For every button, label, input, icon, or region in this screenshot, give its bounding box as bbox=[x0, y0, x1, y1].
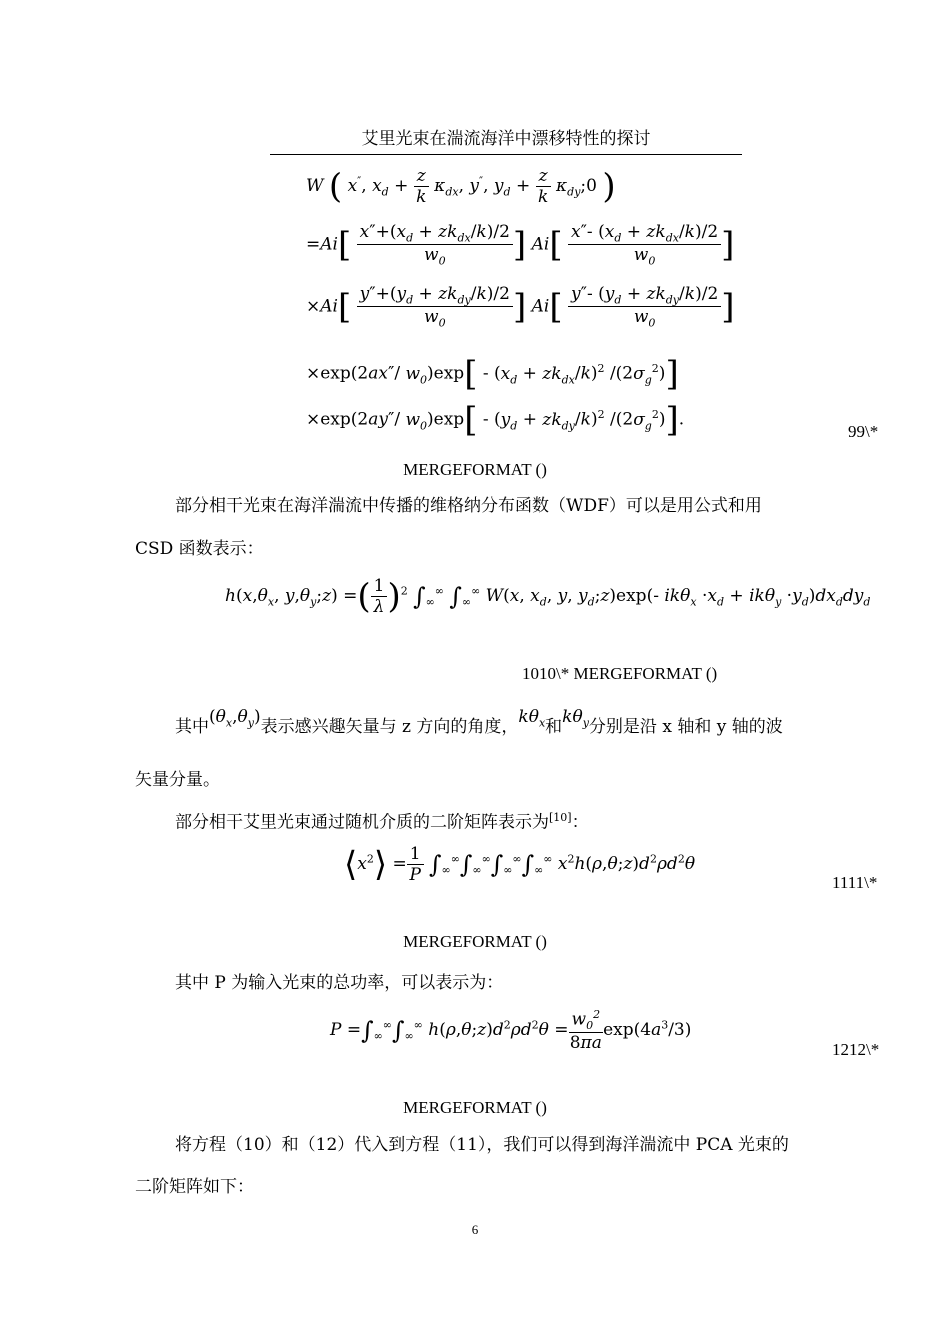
equation-9-line-2: =Ai[ $\frac{x''+(x_d + zk_{dx}/k)/2}{w_0}$ ] Ai[ $\frac{x''- (x_d + zk_{dx}/k)/2}{w_0}$ ] bbox=[306, 222, 735, 268]
header-rule bbox=[270, 154, 742, 155]
equation-9-line-5: ×exp(2ay″/ $w_0)\exp[ - (y_d + zk_{dy}/k)^2$ $/(2\sigma_g^2)$]. bbox=[306, 400, 685, 440]
paragraph-2-line-2: 矢量分量。 bbox=[135, 770, 220, 790]
equation-9-line-4: ×exp(2ax″/ $w_0)\exp[ - (x_d + zk_{dx}/k)^2$ $/(2\sigma_g^2)$] bbox=[306, 354, 679, 394]
equation-10: $h(x,\theta_x$, $y,\theta_y;z$) =( $\frac{1}{\lambda}$ )$^2$ $\int_\infty^\infty$ $\int_\infty^\infty$ W(x, $x_d$, y, $y_d;z)\exp(-$ $ik\theta_x \cdot x_d + ik\theta_y \cdot y_d)dx_ddy_d$ bbox=[225, 576, 871, 617]
running-header: 艾里光束在湍流海洋中漂移特性的探讨 bbox=[361, 129, 651, 149]
paragraph-1-line-1: 部分相干光束在海洋湍流中传播的维格纳分布函数（WDF）可以是用公式和用 bbox=[175, 496, 762, 516]
paragraph-3-end: ： bbox=[571, 812, 589, 833]
paragraph-3 bbox=[175, 803, 589, 838]
paragraph-2-line-1 bbox=[175, 707, 783, 748]
equation-9-line-1: W ( x″, $x_d$ + $\frac{z}{k}$ $\kappa_{dx}$, y″, $y_d$ + $\frac{z}{k}$ $\kappa_{dy};0$ ) bbox=[306, 166, 616, 207]
angle-vector-symbol: $(\theta_x,\theta_y)$ bbox=[209, 707, 261, 730]
equation-10-number: 1010\* MERGEFORMAT () bbox=[522, 664, 718, 683]
equation-12-mergeformat: MERGEFORMAT () bbox=[403, 1098, 547, 1117]
paragraph-1-line-2: CSD 函数表示： bbox=[135, 539, 264, 559]
paragraph-5-line-1: 将方程（10）和（12）代入到方程（11），我们可以得到海洋湍流中 PCA 光束的 bbox=[175, 1135, 789, 1155]
paragraph-4: 其中 P 为输入光束的总功率，可以表示为： bbox=[175, 973, 504, 993]
paragraph-2-suffix: 分别是沿 x 轴和 y 轴的波 bbox=[588, 717, 783, 737]
k-theta-y-symbol: $k\theta_y$ bbox=[562, 707, 589, 730]
paragraph-2-and: 和 bbox=[545, 717, 563, 737]
equation-12-number: 1212\* bbox=[832, 1040, 880, 1059]
equation-11-number: 1111\* bbox=[832, 873, 878, 892]
paragraph-5-line-2: 二阶矩阵如下： bbox=[135, 1177, 254, 1197]
equation-9-mergeformat: MERGEFORMAT () bbox=[403, 460, 547, 479]
equation-9-number: 99\* bbox=[848, 422, 879, 441]
equation-9-line-3: ×Ai[ $\frac{y''+(y_d + zk_{dy}/k)/2}{w_0}$ ] Ai[ $\frac{y''- (y_d + zk_{dy}/k)/2}{w_0}$ ] bbox=[306, 284, 735, 330]
k-theta-x-symbol: $k\theta_x$ bbox=[518, 707, 546, 730]
equation-11: $⟨x^2⟩$ = $\frac{1}{P}$ $\int_\infty^\infty\int_\infty^\infty\int_\infty^\infty\int_\infty^\infty$ $x^2h(\rho,\theta;z)d^2\rho d^2\theta$ bbox=[344, 844, 696, 885]
paragraph-3-text: 部分相干艾里光束通过随机介质的二阶矩阵表示为 bbox=[175, 812, 549, 833]
paragraph-2-mid: 表示感兴趣矢量与 z 方向的角度， bbox=[260, 717, 519, 737]
equation-12: $P =\int_\infty^\infty\int_\infty^\infty$ $h(\rho,\theta;z)d^2\rho d^2\theta$ = $\frac{w_0^2}{8\pi a}$ $\exp(4a^3/3)$ bbox=[330, 1008, 692, 1054]
equation-11-mergeformat: MERGEFORMAT () bbox=[403, 932, 547, 951]
paragraph-2-prefix: 其中 bbox=[175, 717, 209, 737]
page-number: 6 bbox=[471, 1222, 479, 1237]
citation-ref: [10] bbox=[549, 811, 572, 824]
